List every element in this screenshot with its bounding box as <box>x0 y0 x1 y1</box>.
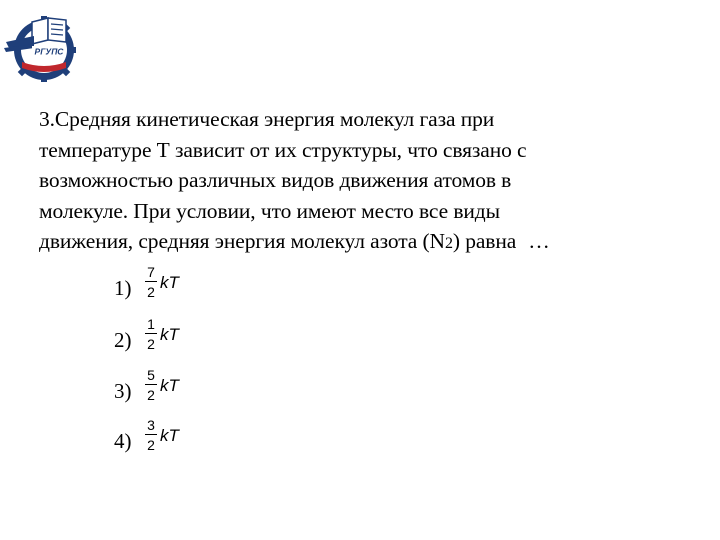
question-line-5-tail: ) равна <box>452 229 517 254</box>
option-label: 3) <box>114 379 132 403</box>
question-line-3: возможностью различных видов движения атомов в <box>39 168 512 193</box>
option-label: 1) <box>114 276 132 300</box>
question-text <box>39 104 679 260</box>
fraction-bar <box>145 281 157 282</box>
fraction <box>145 316 157 352</box>
fraction-denominator: 2 <box>147 336 155 352</box>
option-1 <box>114 264 234 310</box>
fraction <box>145 417 157 453</box>
question-line-2: температуре Т зависит от их структуры, что связано с <box>39 137 527 162</box>
fraction-numerator: 1 <box>147 316 155 332</box>
fraction-bar <box>145 434 157 435</box>
fraction-denominator: 2 <box>147 284 155 300</box>
question-line-4: молекуле. При условии, что имеют место все виды <box>39 198 500 223</box>
option-3 <box>114 367 234 413</box>
question-line-5 <box>39 226 679 260</box>
ellipsis: … <box>528 229 550 254</box>
fraction-numerator: 5 <box>147 367 155 383</box>
svg-text:РГУПС: РГУПС <box>34 46 64 57</box>
university-logo <box>4 6 80 82</box>
fraction-bar <box>145 384 157 385</box>
nitrogen-subscript: 2 <box>444 235 453 253</box>
fraction-bar <box>145 333 157 334</box>
fraction-denominator: 2 <box>147 387 155 403</box>
question-line-1: 3.Средняя кинетическая энергия молекул газа при <box>39 107 495 131</box>
fraction-numerator: 3 <box>147 417 155 433</box>
option-2 <box>114 316 234 362</box>
fraction <box>145 367 157 403</box>
option-expression: kT <box>160 273 179 292</box>
option-expression: kT <box>160 325 179 344</box>
option-label: 4) <box>114 429 132 453</box>
option-expression: kT <box>160 376 179 395</box>
fraction-denominator: 2 <box>147 437 155 453</box>
question-line-5-text: движения, средняя энергия молекул азота (N <box>39 229 445 254</box>
option-4 <box>114 417 234 463</box>
fraction <box>145 264 157 300</box>
option-label: 2) <box>114 328 132 352</box>
option-expression: kT <box>160 426 179 445</box>
fraction-numerator: 7 <box>147 264 155 280</box>
